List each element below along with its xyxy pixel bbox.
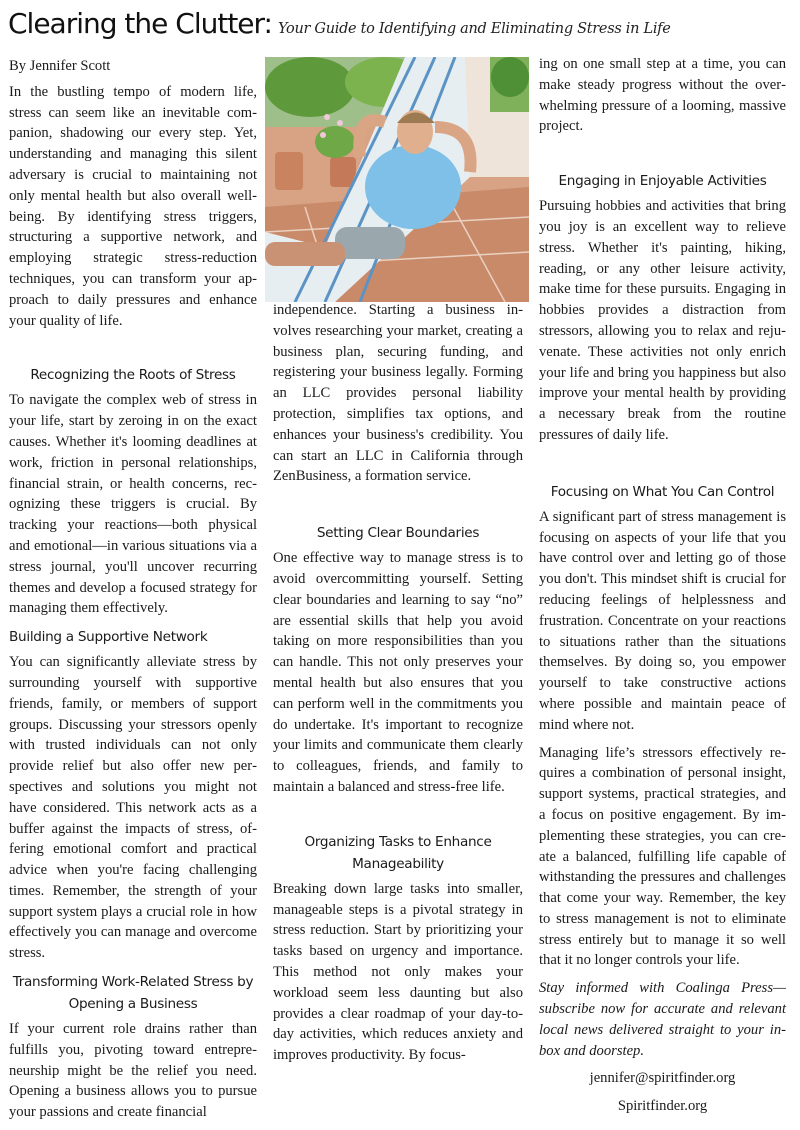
section-body-boundaries: One effective way to manage stress is to avoid overcommitting yourself. Setting clear boundaries and learning to say “no” are essential skills that help you avoid taking on more responsibilities than you can handle. This not only preserves your mental health but also ensures that you can perform well in the commitments you do undertake. It's important to recognize your limits and communicate them clearly to colleagues, friends, and family to maintain a balanced and stress-free life. xyxy=(273,550,523,795)
section-body-business-part2: independence. Starting a business involves researching your market, creating a business plan, securing funding, and registering your business legally. Forming an LLC provides personal liability protection, simplifies tax options, and enhances your business's credibility. You can start an LLC in California through ZenBusiness, a formation service. xyxy=(273,302,523,485)
hammock-photo xyxy=(265,57,529,302)
conclusion-paragraph: Managing life’s stressors effectively requires a combination of personal insight, support systems, practical strategies, and a focus on positive engagement. By implementing these strategies, you can create a balanced, fulfilling life capable of withstanding the pressures and challenges that come your way. Remember, the key to stress management is not to eliminate stress entirely but to manage it so well that it no longer controls your life. xyxy=(539,744,786,969)
section-body-business-part1: If your current role drains rather than fulfills you, pivoting toward entrepreneurship might be the relief you need. Opening a business allows you to pursue your passions and create financial xyxy=(9,1021,257,1121)
section-heading-tasks: Organizing Tasks to Enhance Manageability xyxy=(304,833,492,872)
article-title: Clearing the Clutter: xyxy=(8,7,272,40)
section-heading-activities: Engaging in Enjoyable Activities xyxy=(558,173,767,190)
column-3 xyxy=(539,54,786,1124)
section-heading-business: Transforming Work-Related Stress by Opening a Business xyxy=(12,974,254,1013)
article-header xyxy=(8,4,792,50)
intro-paragraph: In the bustling tempo of modern life, stress can seem like an inevitable companion, shadowing our every step. Yet, understanding and managing this silent adversary is crucial to maintaining not only mental health but also overall well-being. By identifying stress triggers, structuring a supportive network, and employing strategic stress-reduction techniques, you can transform your approach to daily pressures and enhance your quality of life. xyxy=(9,83,257,329)
section-heading-roots: Recognizing the Roots of Stress xyxy=(30,367,236,384)
section-body-tasks-part2: ing on one small step at a time, you can make steady progress without the overwhelming pressure of a looming, massive project. xyxy=(539,56,786,135)
section-body-tasks-part1: Breaking down large tasks into smaller, manageable steps is a pivotal strategy in stress reduction. Start by prioritizing your tasks based on urgency and importance. This method not only makes your workload seem less daunting but also provides a clear roadmap of your day-to-day activities, which reduces anxiety and improves productivity. By focus- xyxy=(273,880,523,1064)
promo-text: Stay informed with Coalinga Press—subscribe now for accurate and relevant local news delivered straight to your inbox and doorstep. xyxy=(539,980,786,1059)
section-heading-control: Focusing on What You Can Control xyxy=(550,483,775,500)
section-heading-boundaries: Setting Clear Boundaries xyxy=(316,525,480,542)
contact-email[interactable]: jennifer@spiritfinder.org xyxy=(589,1070,736,1087)
article-subtitle: Your Guide to Identifying and Eliminating Stress in Life xyxy=(278,21,671,37)
section-heading-network: Building a Supportive Network xyxy=(9,629,208,646)
section-body-activities: Pursuing hobbies and activities that bring you joy is an excellent way to relieve stress. Whether it's painting, hiking, reading, or any other leisure activity, make time for these pursuits. Engaging in hobbies provides a distraction from stressors, allowing you to relax and rejuvenate. These activities not only enrich your life and bring you happiness but also improve your mental health by providing a necessary break from the routine pressures of daily life. xyxy=(539,198,786,443)
contact-website[interactable]: Spiritfinder.org xyxy=(617,1098,708,1115)
hammock-photo-illustration xyxy=(265,57,529,302)
byline: By Jennifer Scott xyxy=(9,58,111,74)
column-2 xyxy=(273,300,523,1073)
column-1 xyxy=(9,56,257,1130)
section-body-roots: To navigate the complex web of stress in your life, start by zeroing in on the exact causes. Whether it's looming deadlines at work, friction in personal relationships, financial strain, or health concerns, recognizing these triggers is crucial. By tracking your reactions—both physical and emotional—in various situations via a stress journal, you'll uncover recurring themes and develop a focused strategy for managing them effectively. xyxy=(9,392,257,617)
section-body-control: A significant part of stress management is focusing on aspects of your life that you have control over and letting go of those you don't. This mindset shift is crucial for reducing feelings of helplessness and frustration. Concentrate on your reactions to situations rather than the situations themselves. By doing so, you empower yourself to take constructive actions where possible and maintain peace of mind where not. xyxy=(539,508,786,733)
section-body-network: You can significantly alleviate stress by surrounding yourself with supportive friends, family, or members of support groups. Discussing your stressors openly with trusted individuals can not only provide relief but also offer new perspectives and solutions you might not have considered. This network acts as a buffer against the impacts of stress, offering emotional comfort and practical advice when you're facing challenging times. Remember, the strength of your support system plays a crucial role in how effectively you can manage and overcome stress. xyxy=(9,654,257,962)
